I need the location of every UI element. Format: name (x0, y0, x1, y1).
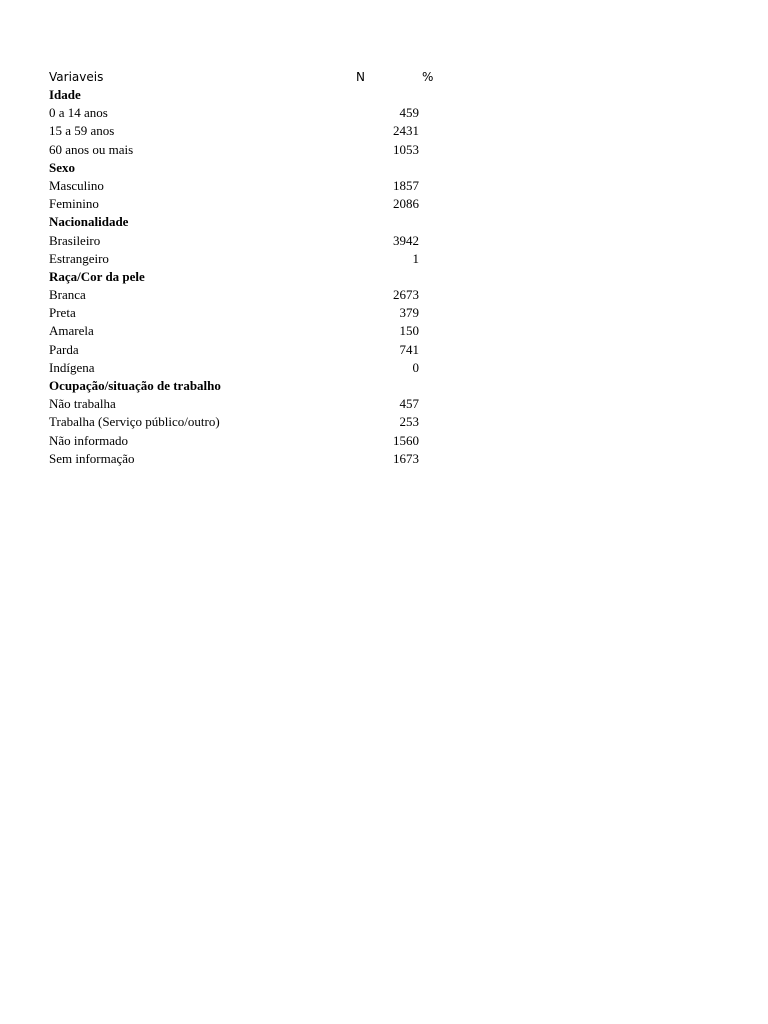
table-row (49, 304, 449, 322)
table-row (49, 450, 449, 468)
row-n-value: 1857 (393, 177, 419, 193)
row-label: Não trabalha (49, 396, 116, 412)
section-label: Ocupação/situação de trabalho (49, 378, 221, 393)
section-header-row (49, 213, 449, 231)
row-n-value: 2431 (393, 123, 419, 139)
row-label: Branca (49, 287, 86, 303)
table-row (49, 104, 449, 122)
spreadsheet-table (49, 68, 449, 468)
section-header-row (49, 377, 449, 395)
header-percent: % (422, 70, 434, 84)
section-label: Raça/Cor da pele (49, 268, 145, 284)
table-row (49, 232, 449, 250)
row-n-value: 379 (399, 305, 419, 321)
row-n-value: 2673 (393, 287, 419, 303)
section-label: Idade (49, 87, 81, 102)
table-header-row (49, 68, 449, 86)
table-row (49, 395, 449, 413)
table-row (49, 141, 449, 159)
row-label: Amarela (49, 323, 94, 339)
table-row (49, 195, 449, 213)
row-n-value: 2086 (393, 196, 419, 212)
row-label: 60 anos ou mais (49, 141, 134, 157)
row-label: Feminino (49, 196, 99, 212)
table-row (49, 432, 449, 450)
table-row (49, 322, 449, 340)
row-n-value: 3942 (393, 232, 419, 248)
section-header-row (49, 159, 449, 177)
row-label: Estrangeiro (49, 250, 109, 266)
row-n-value: 741 (399, 341, 419, 357)
row-n-value: 1673 (393, 450, 419, 466)
row-label: Brasileiro (49, 232, 101, 248)
row-n-value: 1 (412, 250, 419, 266)
table-row (49, 286, 449, 304)
row-n-value: 459 (399, 105, 419, 121)
row-n-value: 1560 (393, 432, 419, 448)
row-label: Preta (49, 305, 76, 321)
section-header-row (49, 86, 449, 104)
row-n-value: 253 (399, 414, 419, 430)
table-row (49, 359, 449, 377)
row-label: 0 a 14 anos (49, 105, 108, 121)
table-row (49, 177, 449, 195)
table-row (49, 250, 449, 268)
row-n-value: 1053 (393, 141, 419, 157)
header-n: N (356, 70, 365, 84)
row-label: 15 a 59 anos (49, 123, 115, 139)
table-row (49, 341, 449, 359)
table-body (49, 86, 449, 468)
row-label: Indígena (49, 359, 95, 375)
row-label: Sem informação (49, 450, 135, 466)
row-n-value: 150 (399, 323, 419, 339)
section-label: Nacionalidade (49, 214, 129, 230)
row-n-value: 0 (412, 359, 419, 375)
table-row (49, 122, 449, 140)
header-variables: Variaveis (49, 70, 104, 84)
row-n-value: 457 (399, 396, 419, 412)
table-row (49, 413, 449, 431)
row-label: Não informado (49, 432, 129, 448)
section-label: Sexo (49, 159, 75, 175)
row-label: Parda (49, 341, 79, 357)
section-header-row (49, 268, 449, 286)
row-label: Masculino (49, 177, 104, 193)
row-label: Trabalha (Serviço público/outro) (49, 414, 220, 430)
